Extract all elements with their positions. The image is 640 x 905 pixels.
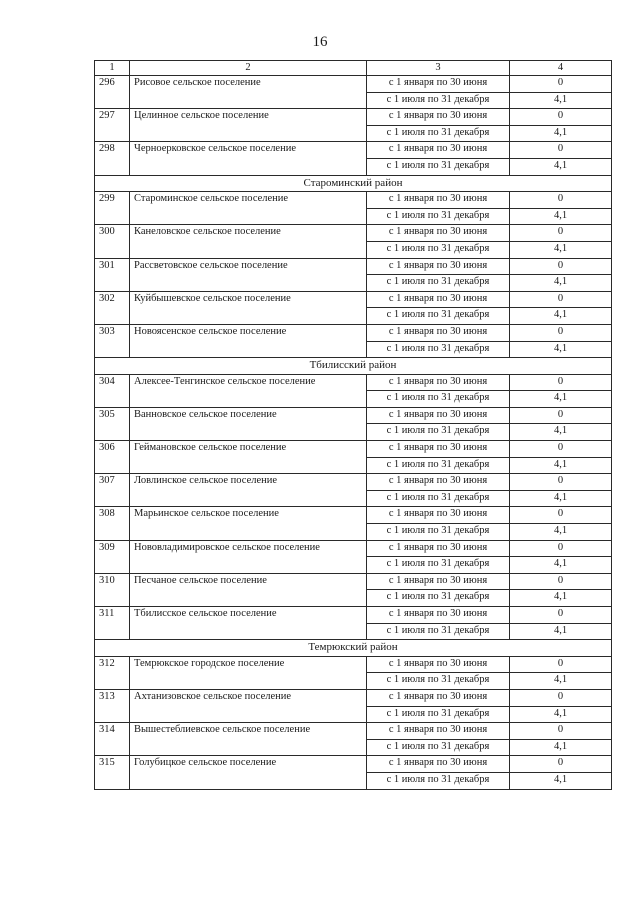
rate-first-half: 0 [510, 324, 612, 341]
settlement-name: Староминское сельское поселение [130, 192, 367, 225]
row-number: 304 [95, 374, 130, 407]
period-second-half: с 1 июля по 31 декабря [367, 341, 510, 358]
period-first-half: с 1 января по 30 июня [367, 324, 510, 341]
rate-second-half: 4,1 [510, 241, 612, 258]
table-row [95, 407, 612, 424]
table-row [95, 474, 612, 491]
rate-second-half: 4,1 [510, 208, 612, 225]
period-first-half: с 1 января по 30 июня [367, 374, 510, 391]
settlement-name: Темрюкское городское поселение [130, 656, 367, 689]
header-col-1: 1 [95, 61, 130, 76]
row-number: 296 [95, 76, 130, 109]
rate-second-half: 4,1 [510, 673, 612, 690]
period-second-half: с 1 июля по 31 декабря [367, 308, 510, 325]
table-row [95, 109, 612, 126]
table-row [95, 723, 612, 740]
rate-second-half: 4,1 [510, 739, 612, 756]
period-second-half: с 1 июля по 31 декабря [367, 673, 510, 690]
row-number: 314 [95, 723, 130, 756]
table-row [95, 441, 612, 458]
page-number: 16 [312, 34, 328, 50]
period-second-half: с 1 июля по 31 декабря [367, 706, 510, 723]
period-second-half: с 1 июля по 31 декабря [367, 424, 510, 441]
settlement-name: Вышестеблиевское сельское поселение [130, 723, 367, 756]
period-first-half: с 1 января по 30 июня [367, 441, 510, 458]
rate-first-half: 0 [510, 407, 612, 424]
settlement-name: Песчаное сельское поселение [130, 573, 367, 606]
table-row [95, 756, 612, 773]
period-first-half: с 1 января по 30 июня [367, 607, 510, 624]
rates-table [94, 60, 612, 790]
settlement-name: Целинное сельское поселение [130, 109, 367, 142]
rate-second-half: 4,1 [510, 557, 612, 574]
period-second-half: с 1 июля по 31 декабря [367, 557, 510, 574]
rate-second-half: 4,1 [510, 158, 612, 175]
table-row [95, 291, 612, 308]
period-first-half: с 1 января по 30 июня [367, 507, 510, 524]
period-second-half: с 1 июля по 31 декабря [367, 457, 510, 474]
period-first-half: с 1 января по 30 июня [367, 689, 510, 706]
period-second-half: с 1 июля по 31 декабря [367, 241, 510, 258]
settlement-name: Черноерковское сельское поселение [130, 142, 367, 175]
row-number: 308 [95, 507, 130, 540]
rate-first-half: 0 [510, 540, 612, 557]
rate-first-half: 0 [510, 441, 612, 458]
rate-second-half: 4,1 [510, 391, 612, 408]
period-first-half: с 1 января по 30 июня [367, 756, 510, 773]
rate-second-half: 4,1 [510, 457, 612, 474]
table-row [95, 607, 612, 624]
rate-first-half: 0 [510, 225, 612, 242]
rate-first-half: 0 [510, 573, 612, 590]
header-col-3: 3 [367, 61, 510, 76]
rate-second-half: 4,1 [510, 706, 612, 723]
row-number: 301 [95, 258, 130, 291]
rate-first-half: 0 [510, 258, 612, 275]
settlement-name: Нововладимировское сельское поселение [130, 540, 367, 573]
rates-table-body [95, 61, 612, 790]
period-second-half: с 1 июля по 31 декабря [367, 590, 510, 607]
rate-first-half: 0 [510, 689, 612, 706]
period-first-half: с 1 января по 30 июня [367, 291, 510, 308]
period-first-half: с 1 января по 30 июня [367, 656, 510, 673]
table-row [95, 76, 612, 93]
period-first-half: с 1 января по 30 июня [367, 407, 510, 424]
row-number: 302 [95, 291, 130, 324]
period-second-half: с 1 июля по 31 декабря [367, 772, 510, 789]
district-row [95, 358, 612, 375]
header-col-2: 2 [130, 61, 367, 76]
row-number: 297 [95, 109, 130, 142]
period-second-half: с 1 июля по 31 декабря [367, 391, 510, 408]
rate-first-half: 0 [510, 723, 612, 740]
district-row [95, 640, 612, 657]
period-second-half: с 1 июля по 31 декабря [367, 92, 510, 109]
row-number: 306 [95, 441, 130, 474]
table-row [95, 656, 612, 673]
rate-first-half: 0 [510, 474, 612, 491]
period-second-half: с 1 июля по 31 декабря [367, 125, 510, 142]
district-name: Темрюкский район [95, 640, 612, 657]
table-row [95, 374, 612, 391]
period-second-half: с 1 июля по 31 декабря [367, 275, 510, 292]
row-number: 298 [95, 142, 130, 175]
period-first-half: с 1 января по 30 июня [367, 723, 510, 740]
table-row [95, 258, 612, 275]
period-first-half: с 1 января по 30 июня [367, 192, 510, 209]
table-row [95, 507, 612, 524]
header-row [95, 61, 612, 76]
rate-second-half: 4,1 [510, 524, 612, 541]
period-second-half: с 1 июля по 31 декабря [367, 490, 510, 507]
settlement-name: Ахтанизовское сельское поселение [130, 689, 367, 722]
settlement-name: Ловлинское сельское поселение [130, 474, 367, 507]
period-first-half: с 1 января по 30 июня [367, 142, 510, 159]
row-number: 303 [95, 324, 130, 357]
rate-second-half: 4,1 [510, 424, 612, 441]
settlement-name: Новоясенское сельское поселение [130, 324, 367, 357]
rate-second-half: 4,1 [510, 623, 612, 640]
period-first-half: с 1 января по 30 июня [367, 573, 510, 590]
table-row [95, 192, 612, 209]
district-name: Староминский район [95, 175, 612, 192]
period-first-half: с 1 января по 30 июня [367, 258, 510, 275]
table-row [95, 689, 612, 706]
period-second-half: с 1 июля по 31 декабря [367, 158, 510, 175]
table-row [95, 573, 612, 590]
rate-first-half: 0 [510, 109, 612, 126]
rate-first-half: 0 [510, 507, 612, 524]
row-number: 307 [95, 474, 130, 507]
row-number: 315 [95, 756, 130, 789]
rate-second-half: 4,1 [510, 490, 612, 507]
period-second-half: с 1 июля по 31 декабря [367, 524, 510, 541]
district-row [95, 175, 612, 192]
settlement-name: Марьинское сельское поселение [130, 507, 367, 540]
period-second-half: с 1 июля по 31 декабря [367, 623, 510, 640]
row-number: 311 [95, 607, 130, 640]
rate-second-half: 4,1 [510, 308, 612, 325]
rate-first-half: 0 [510, 656, 612, 673]
rate-first-half: 0 [510, 192, 612, 209]
rate-first-half: 0 [510, 607, 612, 624]
rate-first-half: 0 [510, 76, 612, 93]
row-number: 300 [95, 225, 130, 258]
row-number: 309 [95, 540, 130, 573]
rate-second-half: 4,1 [510, 772, 612, 789]
settlement-name: Рассветовское сельское поселение [130, 258, 367, 291]
period-first-half: с 1 января по 30 июня [367, 225, 510, 242]
period-second-half: с 1 июля по 31 декабря [367, 739, 510, 756]
settlement-name: Тбилисское сельское поселение [130, 607, 367, 640]
period-first-half: с 1 января по 30 июня [367, 540, 510, 557]
rate-first-half: 0 [510, 142, 612, 159]
settlement-name: Голубицкое сельское поселение [130, 756, 367, 789]
row-number: 313 [95, 689, 130, 722]
rate-second-half: 4,1 [510, 92, 612, 109]
settlement-name: Куйбышевское сельское поселение [130, 291, 367, 324]
header-col-4: 4 [510, 61, 612, 76]
period-first-half: с 1 января по 30 июня [367, 474, 510, 491]
rate-second-half: 4,1 [510, 275, 612, 292]
table-row [95, 324, 612, 341]
table-row [95, 225, 612, 242]
settlement-name: Геймановское сельское поселение [130, 441, 367, 474]
table-row [95, 142, 612, 159]
settlement-name: Канеловское сельское поселение [130, 225, 367, 258]
row-number: 305 [95, 407, 130, 440]
settlement-name: Ванновское сельское поселение [130, 407, 367, 440]
rate-second-half: 4,1 [510, 341, 612, 358]
settlement-name: Алексее-Тенгинское сельское поселение [130, 374, 367, 407]
district-name: Тбилисский район [95, 358, 612, 375]
rate-first-half: 0 [510, 291, 612, 308]
row-number: 312 [95, 656, 130, 689]
rate-second-half: 4,1 [510, 125, 612, 142]
settlement-name: Рисовое сельское поселение [130, 76, 367, 109]
period-first-half: с 1 января по 30 июня [367, 109, 510, 126]
period-first-half: с 1 января по 30 июня [367, 76, 510, 93]
rate-first-half: 0 [510, 756, 612, 773]
table-row [95, 540, 612, 557]
row-number: 299 [95, 192, 130, 225]
rate-first-half: 0 [510, 374, 612, 391]
rate-second-half: 4,1 [510, 590, 612, 607]
row-number: 310 [95, 573, 130, 606]
period-second-half: с 1 июля по 31 декабря [367, 208, 510, 225]
